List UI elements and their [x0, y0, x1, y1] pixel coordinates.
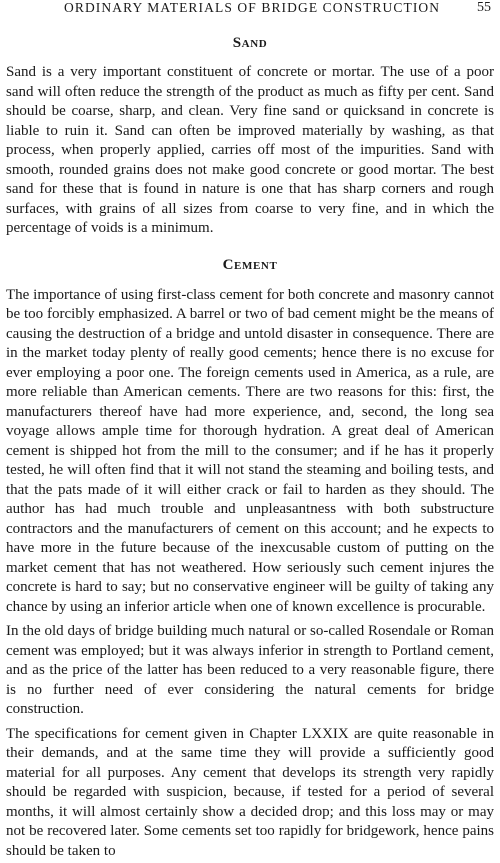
section-heading-cement: Cement [222, 256, 278, 273]
paragraph-cement-specifications: The specifications for cement given in Chapter LXXIX are quite reasonable in their demands, and at the same time they will provide a sufficiently good material for all purposes. Any cement that develops its strength very rapidly should be regarded with suspicion, because, if tested for a period of several months, it will almost certainly show a decided drop; and this loss may or may not be recovered later. Some cements set too rapidly for bridgework, hence pains should be taken to [6, 725, 494, 859]
running-title: ORDINARY MATERIALS OF BRIDGE CONSTRUCTION [64, 0, 441, 15]
paragraph-cement-importance: The importance of using first-class cement for both concrete and masonry cannot be too forcibly emphasized. A barrel or two of bad cement might be the means of causing the destruction of a bridge and untold disaster in consequence. There are in the market today plenty of really good cements; hence there is no excuse for ever employing a poor one. The foreign cements used in America, as a rule, are more reliable than American cements. There are two reasons for this: first, the manufacturers thereof have had more experience, and, second, the long sea voyage allows ample time for thorough hydration. A great deal of American cement is shipped hot from the mill to the consumer; and if he has it properly tested, he will often find that it will not stand the steaming and boiling tests, and that the pats made of it will either crack or fail to harden as they should. The author has had much trouble and unpleasantness with both substructure contractors and the manufacturers of cement on this account; and he expects to have more in the future because of the inexcusable custom of putting on the market cement that has not weathered. How seriously such cement injures the concrete is hard to say; but no conservative engineer will be guilty of taking any chance by using an inferior article when one of known excellence is procurable. [6, 286, 494, 615]
page-number: 55 [477, 0, 491, 15]
paragraph-sand: Sand is a very important constituent of concrete or mortar. The use of a poor sand will often reduce the strength of the product as much as fifty per cent. Sand should be coarse, sharp, and clean. Very fine sand or quicksand in concrete is liable to ruin it. Sand can often be improved materially by washing, as that process, when properly applied, carries off most of the impurities. Sand with smooth, rounded grains does not make good concrete or good mortar. The best sand for these that is found in nature is one that has sharp corners and rough surfaces, with grains of all sizes from coarse to very fine, and in which the percentage of voids is a minimum. [6, 64, 494, 236]
section-heading-sand: Sand [232, 35, 268, 51]
paragraph-natural-cement: In the old days of bridge building much natural or so-called Rosendale or Roman cement was employed; but it was always inferior in strength to Portland cement, and as the price of the latter has been reduced to a very reasonable figure, there is no further need of ever considering the natural cements for bridge construction. [6, 623, 494, 717]
running-head [6, 0, 494, 22]
